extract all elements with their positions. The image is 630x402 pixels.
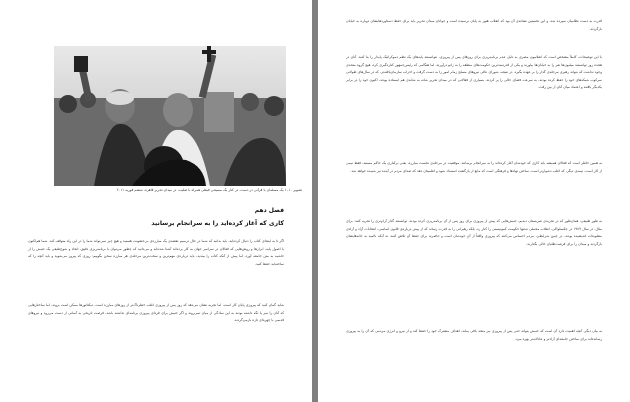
body-paragraph: اگر تا به اینجای کتاب را دنبال کرده‌اید، باید بدانید که شما در حال ترسیم نقشه‌ی یک مبارزه‌ی بی‌خشونت هستید و هیچ چیز نمی‌تواند شما را در این راه متوقف کند. شما هم‌اکنون با اصول پایه، ابزارها و روش‌هایی که فعالان در سراسر جهان به کار برده‌اند آشنا شده‌اید و می‌دانید که چطور می‌توان با برنامه‌ریزی دقیق، اتحاد و شوخ‌طبعی یک جنبش را از حاشیه به متن جامعه آورد. اما پیش از آنکه کتاب را ببندید، باید درباره‌ی مهم‌ترین و سخت‌ترین مرحله‌ی هر مبارزه سخن بگوییم: روزی که پیروز می‌شوید و باید آنچه را که ساخته‌اید حفظ کنید. [28, 239, 284, 266]
body-paragraph: با این توضیحات، کاملاً مشخص است که انقلابیون مصری به دلیل عدم برنامه‌ریزی برای روزهای پس از پیروزی، نتوانستند پایه‌های یک نظم دموکراتیک پایدار را بنا کنند. آنان در هجده روز توانستند میلیون‌ها نفر را به خیابان‌ها بیاورند و یکی از قدرتمندترین حکومت‌های منطقه را به زانو درآورند، اما هنگامی که رئیس‌جمهور کناره‌گیری کرد، هیچ گروه متحدی وجود نداشت که بتواند رهبری مرحله‌ی گذار را بر عهده بگیرد. در نتیجه، شورای عالی نیروهای مسلح زمام امور را به دست گرفت و احزاب سازمان‌یافته‌تر، که در سال‌های طولانی سرکوب شبکه‌های خود را حفظ کرده بودند، به سرعت فضای خالی را پر کردند. بسیاری از فعالانی که در میدان تحریر شانه به شانه‌ی هم ایستاده بودند، اکنون خود را در برابر یکدیگر یافتند و اعتماد میان آنان از بین رفت. [346, 55, 602, 90]
body-paragraph: به همین خاطر است که فعالان همیشه باید کاری که خودشان آغاز کرده‌اند را به سرانجام برسانند. موفقیت در مرحله‌ی نخست مبارزه، یعنی برکناری یک حاکم مستبد، فقط نیمی از کار است. نیمه‌ی دیگر، که اغلب دشوارتر است، ساختن نهادها و فرهنگی است که مانع از بازگشت استبداد شود و اطمینان دهد که صدای مردم در آینده نیز شنیده خواهد شد. [346, 161, 602, 173]
section-title: کاری که آغاز کرده‌اید را به سرانجام برسانید [151, 220, 284, 227]
photo-caption: تصویر ۱۰–۱ یک مسلمان با قرآنی در دست، در کنار یک مسیحی قبطی همراه با صلیب، در میدان تحریر قاهره، ششم فوریه ۲۰۱۱ [116, 188, 302, 192]
body-paragraph: به طور طبیعی، همان‌طور که در تجربه‌ی صربستان دیدیم، جنبش‌هایی که پیش از پیروزی برای روز پس از آن برنامه‌ریزی کرده بودند، توانستند گذار آرام‌تری را تجربه کنند. برای مثال، در سال ۱۹۸۹ در چکسلواکی، انقلاب مخملی نه‌تنها حکومت کمونیستی را کنار زد، بلکه رهبرانی را به قدرت رساند که از پیش درباره‌ی قانون اساسی، انتخابات آزاد و آزادی مطبوعات اندیشیده بودند. در چنین شرایطی، مردم احساس می‌کنند که پیروزی واقعاً از آنِ خودشان است و حاضرند برای حفظ آن تلاش کنند، نه آنکه ناامید به خانه‌هایشان بازگردند و میدان را برای فرصت‌طلبان خالی بگذارند. [346, 219, 602, 246]
protest-photo [54, 46, 286, 186]
body-paragraph: قدرت به دست نظامیان سپرده شد، و این نخستین نشانه‌ی آن بود که انقلاب هنوز به پایان نرسیده است و جوانان میدان تحریر باید برای حفظ دستاوردهایشان دوباره به خیابان بازگردند. [346, 19, 602, 31]
chapter-heading: فصل دهم [254, 207, 284, 214]
body-paragraph: به بیان دیگر، آنچه اهمیت دارد آن است که جنبش بتواند حتی پس از پیروزی نیز متحد باقی بماند، اهداف مشترک خود را حفظ کند و از نیرو و انرژی مردمی که آن را به پیروزی رسانده‌اند برای ساختن جامعه‌ای آزادتر و عادلانه‌تر بهره ببرد. [346, 329, 602, 341]
left-page [0, 0, 312, 402]
right-page [318, 0, 630, 402]
protest-photo-illustration [54, 46, 286, 186]
body-paragraph: شاید گمان کنید که پیروزی پایان کار است، اما تجربه نشان می‌دهد که روز پس از پیروزی اغلب خطرناک‌تر از روزهای مبارزه است. دیکتاتورها ممکن است بروند، اما ساختارهایی که آنان را سر پا نگه داشته بودند به این سادگی از میان نمی‌روند و اگر جنبش برای فردای پیروزی برنامه‌ای نداشته باشد، فرصت تاریخی به آسانی از دست می‌رود و نیروهای قدیمی با چهره‌ای تازه بازمی‌گردند. [28, 303, 284, 323]
